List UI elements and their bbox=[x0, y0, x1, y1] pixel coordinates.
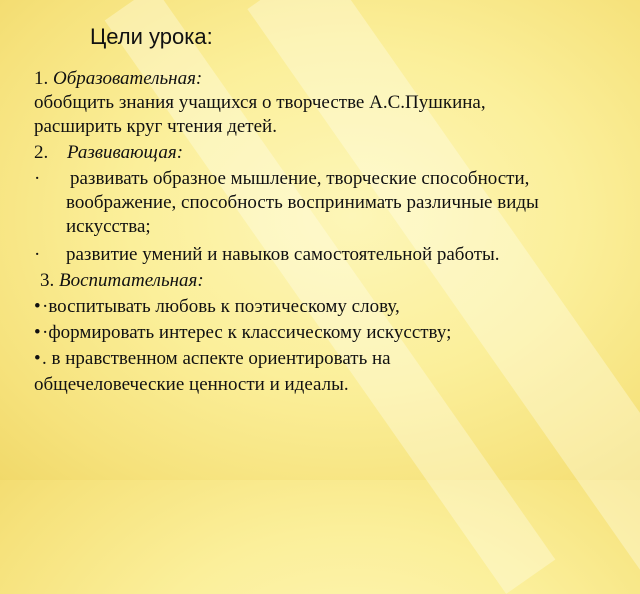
goal-1-text-line: обобщить знания учащихся о творчестве А.С.Пушкина, bbox=[34, 92, 486, 113]
goal-2-item-1-line: искусства; bbox=[66, 216, 151, 237]
bullet-icon: • bbox=[34, 296, 41, 317]
goal-3-heading bbox=[40, 270, 204, 292]
goal-2-heading bbox=[34, 142, 183, 164]
goal-1-number: 1. bbox=[34, 68, 49, 89]
bullet-icon: • bbox=[34, 348, 41, 369]
goal-1-text-line: расширить круг чтения детей. bbox=[34, 116, 277, 137]
goal-3-label: Воспитательная: bbox=[59, 270, 204, 291]
slide-title: Цели урока: bbox=[90, 24, 213, 49]
goal-3-item: . в нравственном аспекте ориентировать на bbox=[42, 348, 391, 369]
goal-3-number: 3. bbox=[40, 270, 55, 291]
goal-1-label: Образовательная: bbox=[53, 68, 203, 89]
goal-3-item-continuation: общечеловеческие ценности и идеалы. bbox=[34, 374, 349, 395]
bullet-icon: • bbox=[34, 322, 41, 343]
bullet-icon: · bbox=[34, 244, 41, 265]
goal-3-item: ·формировать интерес к классическому искусству; bbox=[42, 322, 452, 343]
goal-2-label: Развивающая: bbox=[67, 142, 184, 163]
goal-2-item-2: развитие умений и навыков самостоятельной работы. bbox=[66, 244, 500, 265]
goal-2-number: 2. bbox=[34, 142, 49, 163]
bullet-icon: · bbox=[34, 168, 41, 189]
goal-3-item: ·воспитывать любовь к поэтическому слову, bbox=[42, 296, 400, 317]
goal-2-item-1-line: развивать образное мышление, творческие способности, bbox=[70, 168, 530, 189]
goal-2-item-1-line: воображение, способность воспринимать различные виды bbox=[66, 192, 539, 213]
goal-1-heading bbox=[34, 68, 202, 90]
